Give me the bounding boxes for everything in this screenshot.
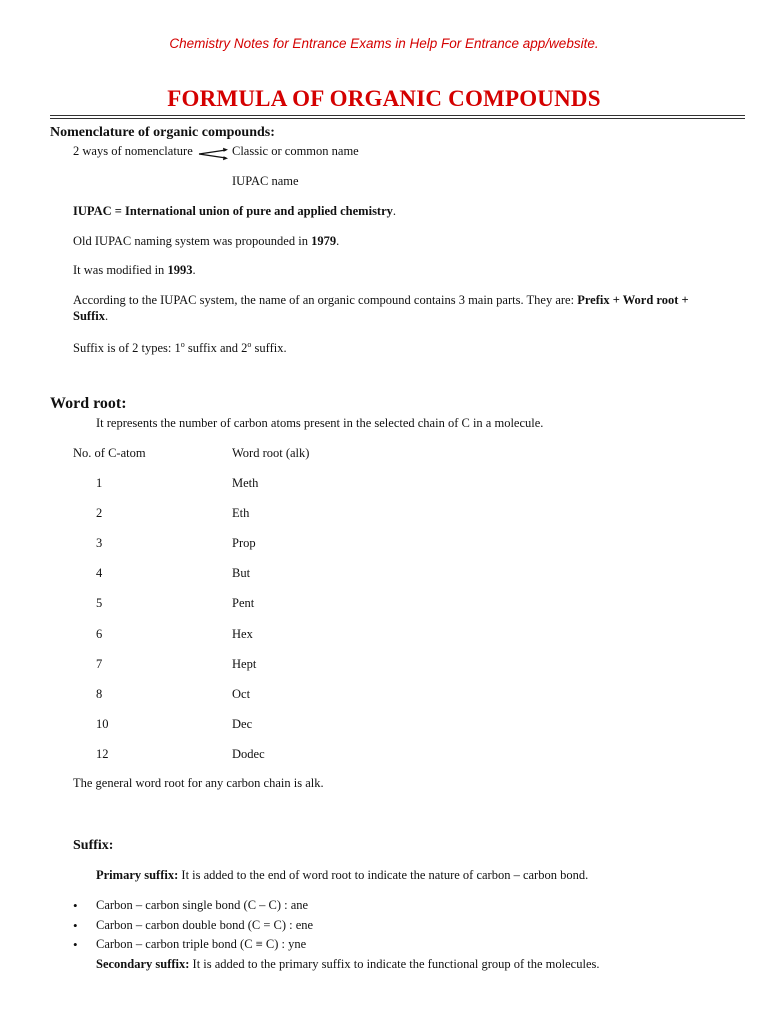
bullet-icon: • [73,918,78,933]
according-tail: . [104,309,109,323]
table-cell-word-root: Meth [232,476,259,490]
table-cell-word-root: Dodec [232,747,265,761]
table-cell-word-root: Oct [232,687,251,701]
table-cell-c-atom: 1 [96,476,103,490]
word-root-heading: Word root: [50,395,127,412]
title-rule-bottom [50,118,745,119]
page-title: FORMULA OF ORGANIC COMPOUNDS [167,86,601,111]
old-iupac-tail: . [336,234,340,248]
table-cell-c-atom: 4 [96,566,103,580]
table-cell-c-atom: 3 [96,536,103,550]
table-cell-word-root: But [232,566,251,580]
according-bold-1: Prefix + Word root + [577,293,689,307]
secondary-suffix-line [96,957,599,972]
iupac-definition-tail: . [392,204,397,218]
secondary-suffix-label: Secondary suffix: [96,957,190,971]
bullet-single-bond: Carbon – carbon single bond (C – C) : ane [96,898,309,912]
according-text: According to the IUPAC system, the name of an organic compound contains 3 main parts. They are: [73,293,578,307]
table-cell-c-atom: 5 [96,596,103,610]
table-cell-c-atom: 8 [96,687,103,701]
old-iupac-year: 1979 [311,234,337,248]
title-rule-top [50,115,745,116]
suffix-types-sup2: o [247,340,252,349]
word-root-description: It represents the number of carbon atoms present in the selected chain of C in a molecule. [96,416,544,430]
bullet-triple-bond: Carbon – carbon triple bond (C ≡ C) : yne [96,937,307,951]
according-bold-2: Suffix [73,309,105,323]
modified-line [73,263,196,278]
bullet-icon: • [73,937,78,952]
table-header-word-root: Word root (alk) [232,446,310,460]
iupac-definition [73,204,396,219]
modified-text: It was modified in [73,263,168,277]
bullet-icon: • [73,898,78,913]
way-classic-name: Classic or common name [232,144,359,158]
primary-suffix-label: Primary suffix: [96,868,179,882]
suffix-types-sup1: o [180,340,185,349]
table-cell-word-root: Dec [232,717,253,731]
iupac-definition-bold: IUPAC = International union of pure and applied chemistry [73,204,393,218]
according-line-1 [73,293,689,308]
primary-suffix-text: It is added to the end of word root to indicate the nature of carbon – carbon bond. [178,868,589,882]
suffix-types-b: suffix and 2 [184,341,248,356]
table-header-c-atom: No. of C-atom [73,446,146,460]
old-iupac-text: Old IUPAC naming system was propounded in [73,234,312,248]
branch-arrows-icon [198,146,230,162]
modified-year: 1993 [167,263,193,277]
suffix-types-c: suffix. [251,341,287,356]
table-cell-c-atom: 6 [96,627,103,641]
ways-label: 2 ways of nomenclature [73,144,193,158]
suffix-types-a: Suffix is of 2 types: 1 [73,341,181,356]
old-iupac-line [73,234,339,249]
according-line-2 [73,309,108,324]
suffix-types-line [73,340,287,356]
nomenclature-heading: Nomenclature of organic compounds: [50,125,275,140]
table-cell-c-atom: 2 [96,506,103,520]
bullet-double-bond: Carbon – carbon double bond (C = C) : ene [96,918,314,932]
table-cell-word-root: Prop [232,536,256,550]
table-cell-c-atom: 10 [96,717,109,731]
way-iupac-name: IUPAC name [232,174,299,188]
table-cell-word-root: Pent [232,596,255,610]
modified-tail: . [192,263,196,277]
table-cell-c-atom: 12 [96,747,109,761]
table-cell-word-root: Hept [232,657,257,671]
table-cell-c-atom: 7 [96,657,103,671]
table-cell-word-root: Hex [232,627,253,641]
secondary-suffix-text: It is added to the primary suffix to indicate the functional group of the molecules. [189,957,600,971]
header-note: Chemistry Notes for Entrance Exams in Help For Entrance app/website. [169,36,599,51]
table-cell-word-root: Eth [232,506,250,520]
primary-suffix-line [96,868,588,883]
general-word-root: The general word root for any carbon chain is alk. [73,776,324,790]
suffix-heading: Suffix: [73,838,114,853]
